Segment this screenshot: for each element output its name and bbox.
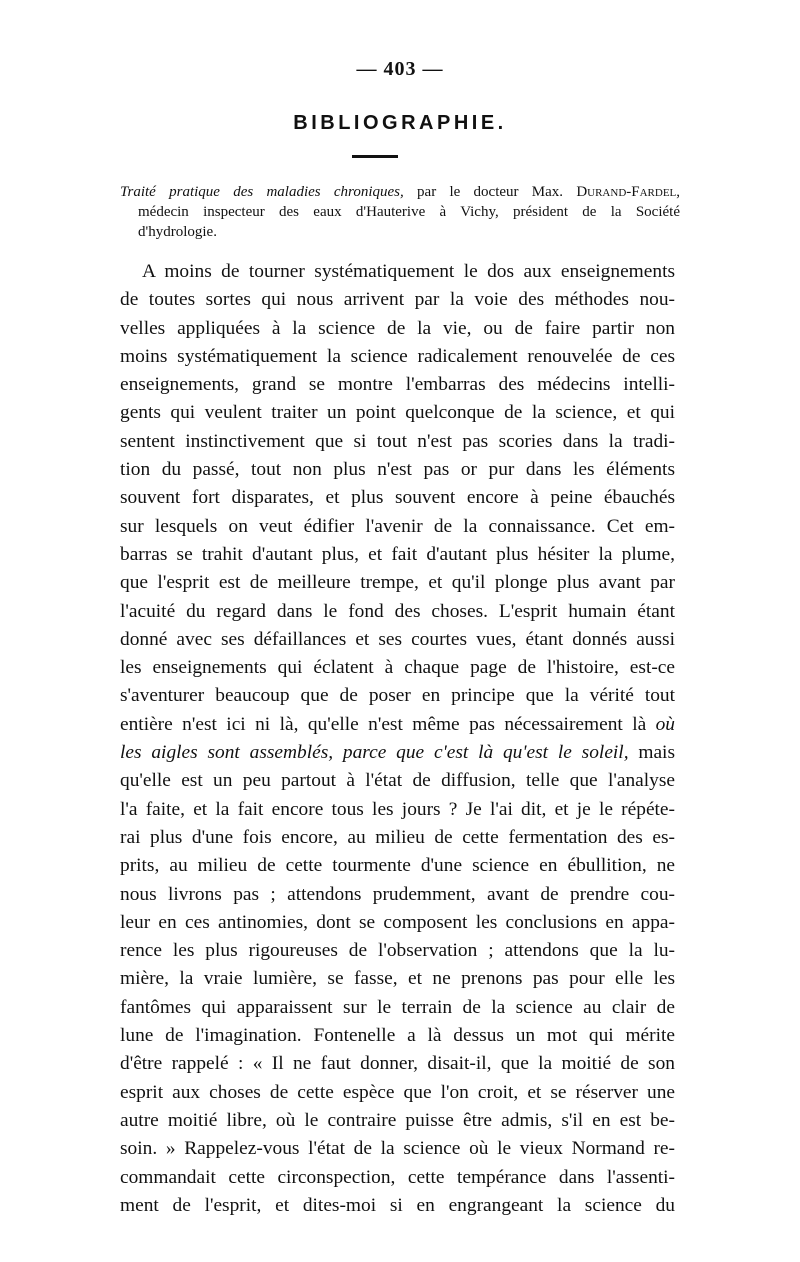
body-line: A moins de tourner systématiquement le dos aux enseignements (142, 261, 675, 282)
body-line: de toutes sortes qui nous arrivent par la voie des méthodes nou- (120, 289, 675, 311)
body-line-text: entière n'est ici ni là, qu'elle n'est même pas nécessairement là (120, 713, 647, 735)
body-line: soin. » Rappelez-vous l'état de la science où le vieux Normand re- (120, 1138, 675, 1160)
italic-quote: les aigles sont assemblés, parce que c'est là qu'est le soleil, (120, 742, 629, 764)
page-number: — 403 — (356, 58, 444, 80)
body-line: rai plus d'une fois encore, au milieu de cette fermentation des es- (120, 826, 675, 848)
body-line: l'acuité du regard dans le fond des choses. L'esprit humain étant (120, 600, 675, 622)
body-line: souvent fort disparates, et plus souvent encore à peine ébauchés (120, 487, 675, 509)
bibliography-entry (120, 182, 680, 242)
body-line: gents qui veulent traiter un point quelconque de la science, et qui (120, 402, 675, 424)
body-line: qu'elle est un peu partout à l'état de diffusion, telle que l'analyse (120, 770, 675, 792)
bibliography-by: par le docteur Max. (403, 184, 577, 200)
body-line: s'aventurer beaucoup que de poser en principe que la vérité tout (120, 685, 675, 707)
body-line: ment de l'esprit, et dites-moi si en engrangeant la science du (120, 1194, 675, 1216)
bibliography-line (120, 182, 680, 202)
body-line: enseignements, grand se montre l'embarras des médecins intelli- (120, 374, 675, 396)
body-line: fantômes qui apparaissent sur le terrain de la science au clair de (120, 996, 675, 1018)
body-line: prits, au milieu de cette tourmente d'une science en ébullition, ne (120, 855, 675, 877)
body-line: moins systématiquement la science radicalement renouvelée de ces (120, 345, 675, 367)
body-line: mière, la vraie lumière, se fasse, et ne prenons pas pour elle les (120, 968, 675, 990)
body-line: lune de l'imagination. Fontenelle a là dessus un mot qui mérite (120, 1025, 675, 1047)
body-line-with-italic (120, 739, 675, 767)
title-rule (352, 155, 398, 158)
italic-word: où (655, 713, 675, 735)
body-line: d'être rappelé : « Il ne faut donner, disait-il, que la moitié de son (120, 1053, 675, 1075)
body-line: esprit aux choses de cette espèce que l'on croit, et se réserver une (120, 1081, 675, 1103)
body-line: commandait cette circonspection, cette tempérance dans l'assenti- (120, 1166, 675, 1188)
body-line: sentent instinctivement que si tout n'est pas scories dans la tradi- (120, 430, 675, 452)
bibliography-line: d'hydrologie. (138, 224, 217, 240)
body-line: donné avec ses défaillances et ses courtes vues, étant donnés aussi (120, 628, 675, 650)
body-line: l'a faite, et la fait encore tous les jours ? Je l'ai dit, et je le répéte- (120, 798, 675, 820)
book-title: Traité pratique des maladies chroniques, (120, 184, 404, 200)
bibliography-line: médecin inspecteur des eaux d'Hauterive à Vichy, président de la Société (138, 204, 680, 220)
section-title: BIBLIOGRAPHIE. (293, 112, 507, 134)
body-paragraph (120, 258, 675, 1220)
author-name: Durand-Fardel, (576, 184, 681, 200)
body-line: tion du passé, tout non plus n'est pas or pur dans les éléments (120, 459, 675, 481)
body-line-with-italic (120, 711, 675, 739)
body-line: leur en ces antinomies, dont se composent les conclusions en appa- (120, 911, 675, 933)
body-line-tail: mais (628, 742, 675, 764)
body-line: autre moitié libre, où le contraire puisse être admis, s'il en est be- (120, 1109, 675, 1131)
body-line: que l'esprit est de meilleure trempe, et qu'il plonge plus avant par (120, 572, 675, 594)
body-line: sur lesquels on veut édifier l'avenir de la connaissance. Cet em- (120, 515, 675, 537)
body-line: nous livrons pas ; attendons prudemment, avant de prendre cou- (120, 883, 675, 905)
body-line: les enseignements qui éclatent à chaque page de l'histoire, est-ce (120, 657, 675, 679)
body-line: barras se trahit d'autant plus, et fait d'autant plus hésiter la plume, (120, 543, 675, 565)
body-line: rence les plus rigoureuses de l'observation ; attendons que la lu- (120, 940, 675, 962)
body-line: velles appliquées à la science de la vie, ou de faire partir non (120, 317, 675, 339)
